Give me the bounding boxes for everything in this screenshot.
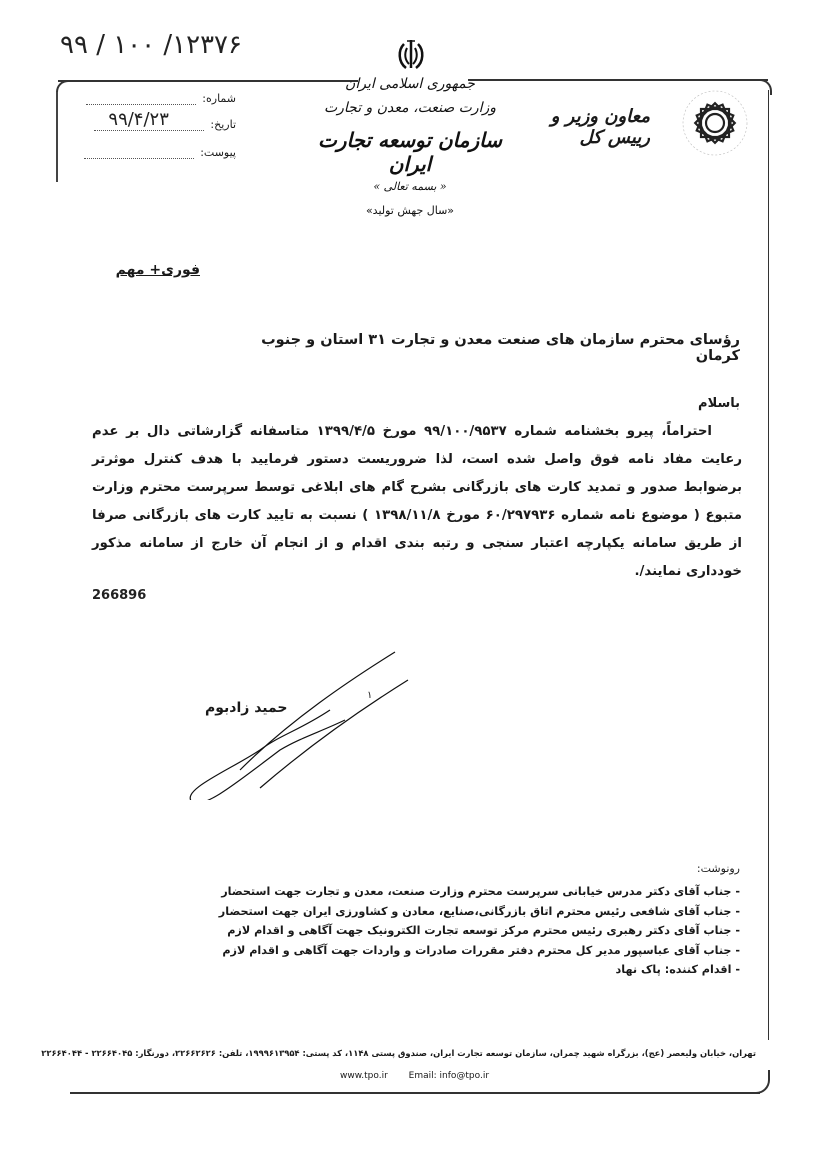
signature-mark: ۱ — [367, 690, 373, 701]
letterhead-organization: سازمان توسعه تجارت ایران — [317, 128, 502, 176]
invocation: « بسمه تعالی » — [373, 180, 447, 193]
tpo-logo-icon — [680, 88, 750, 158]
sender-title: معاون وزیر و رییس کل — [550, 106, 650, 148]
footer-contacts — [340, 1071, 507, 1081]
website-link[interactable]: www.tpo.ir — [340, 1071, 388, 1081]
handwritten-reference-number: ۹۹ / ۱۰۰ /۱۲۳۷۶ — [60, 30, 242, 60]
number-value-line — [86, 94, 196, 105]
frame-corner — [756, 79, 772, 95]
letterhead-country: جمهوری اسلامی ایران — [345, 76, 475, 92]
email-link[interactable]: Email: info@tpo.ir — [408, 1071, 490, 1081]
letterhead-ministry: وزارت صنعت، معدن و تجارت — [323, 100, 497, 116]
frame-line — [70, 1092, 760, 1094]
cc-item: - جناب آقای دکتر رهبری رئیس محترم مرکز توسعه تجارت الکترونیک جهت آگاهی و اقدام لازم — [227, 924, 740, 937]
priority-label: فوری+ مهم — [115, 262, 200, 278]
date-field — [66, 109, 236, 131]
footer-address: تهران، خیابان ولیعصر (عج)، بزرگراه شهید چمران، سازمان توسعه تجارت ایران، صندوق پستی ۱۱۴۸، کد پستی: ۱۹۹۹۶۱۳۹۵۴، تلفن: ۲۲۶۶۲۶۲۶، دورنگار: ۲۲۶۶۴۰۴۵ - ۲۲۶۶۴۰۴۴ — [41, 1048, 756, 1058]
cc-item: - جناب آقای عباسپور مدیر کل محترم دفتر مقررات صادرات و واردات جهت آگاهی و اقدام لازم — [222, 943, 740, 957]
frame-line — [468, 79, 768, 81]
cc-list — [218, 882, 740, 980]
frame-line — [56, 92, 58, 182]
tracking-code: 266896 — [92, 588, 147, 603]
iran-emblem-icon — [396, 38, 426, 76]
signer-name: حمید زادبوم — [205, 700, 288, 716]
attachment-label: پیوست: — [200, 146, 236, 159]
date-value: ۹۹/۴/۲۳ — [108, 109, 169, 130]
frame-line — [768, 90, 769, 1040]
signature-scribble — [170, 640, 430, 800]
attachment-field — [66, 146, 236, 159]
greeting: باسلام — [698, 396, 740, 411]
letter-body — [92, 418, 742, 586]
addressee: رؤسای محترم سازمان های صنعت معدن و تجارت ۳۱ استان و جنوب کرمان — [261, 332, 740, 364]
cc-title: رونوشت: — [696, 862, 740, 875]
body-paragraph: احتراماً، پیرو بخشنامه شماره ۹۹/۱۰۰/۹۵۳۷ مورخ ۱۳۹۹/۴/۵ متاسفانه گزارشاتی دال بر عدم رعایت مفاد نامه فوق واصل شده است، لذا ضروریست دستور فرمایید با هدف کنترل موثرتر برضوابط صدور و تمدید کارت های بازرگانی بشرح گام های ابلاغی توسط سرپرست محترم وزارت متبوع ( موضوع نامه شماره ۶۰/۲۹۷۹۳۶ مورخ ۱۳۹۸/۱۱/۸ ) نسبت به تایید کارت های بازرگانی صرفا از طریق سامانه یکپارچه اعتبار سنجی و رتبه بندی اقدام و از انجام آن خارج از سامانه مذکور خودداری نمایند/. — [92, 424, 742, 579]
date-value-line — [94, 109, 204, 131]
cc-item: - اقدام کننده: پاک نهاد — [615, 963, 740, 976]
frame-corner — [752, 1070, 770, 1094]
number-label: شماره: — [202, 92, 236, 105]
date-label: تاریخ: — [210, 118, 236, 131]
attachment-value-line — [84, 148, 194, 159]
year-slogan: «سال جهش تولید» — [365, 204, 455, 217]
cc-item: - جناب آقای دکتر مدرس خیابانی سرپرست محترم وزارت صنعت، معدن و تجارت جهت استحضار — [221, 885, 740, 898]
number-field — [66, 92, 236, 105]
cc-item: - جناب آقای شافعی رئیس محترم اتاق بازرگانی،صنایع، معادن و کشاورزی ایران جهت استحضار — [218, 904, 740, 918]
